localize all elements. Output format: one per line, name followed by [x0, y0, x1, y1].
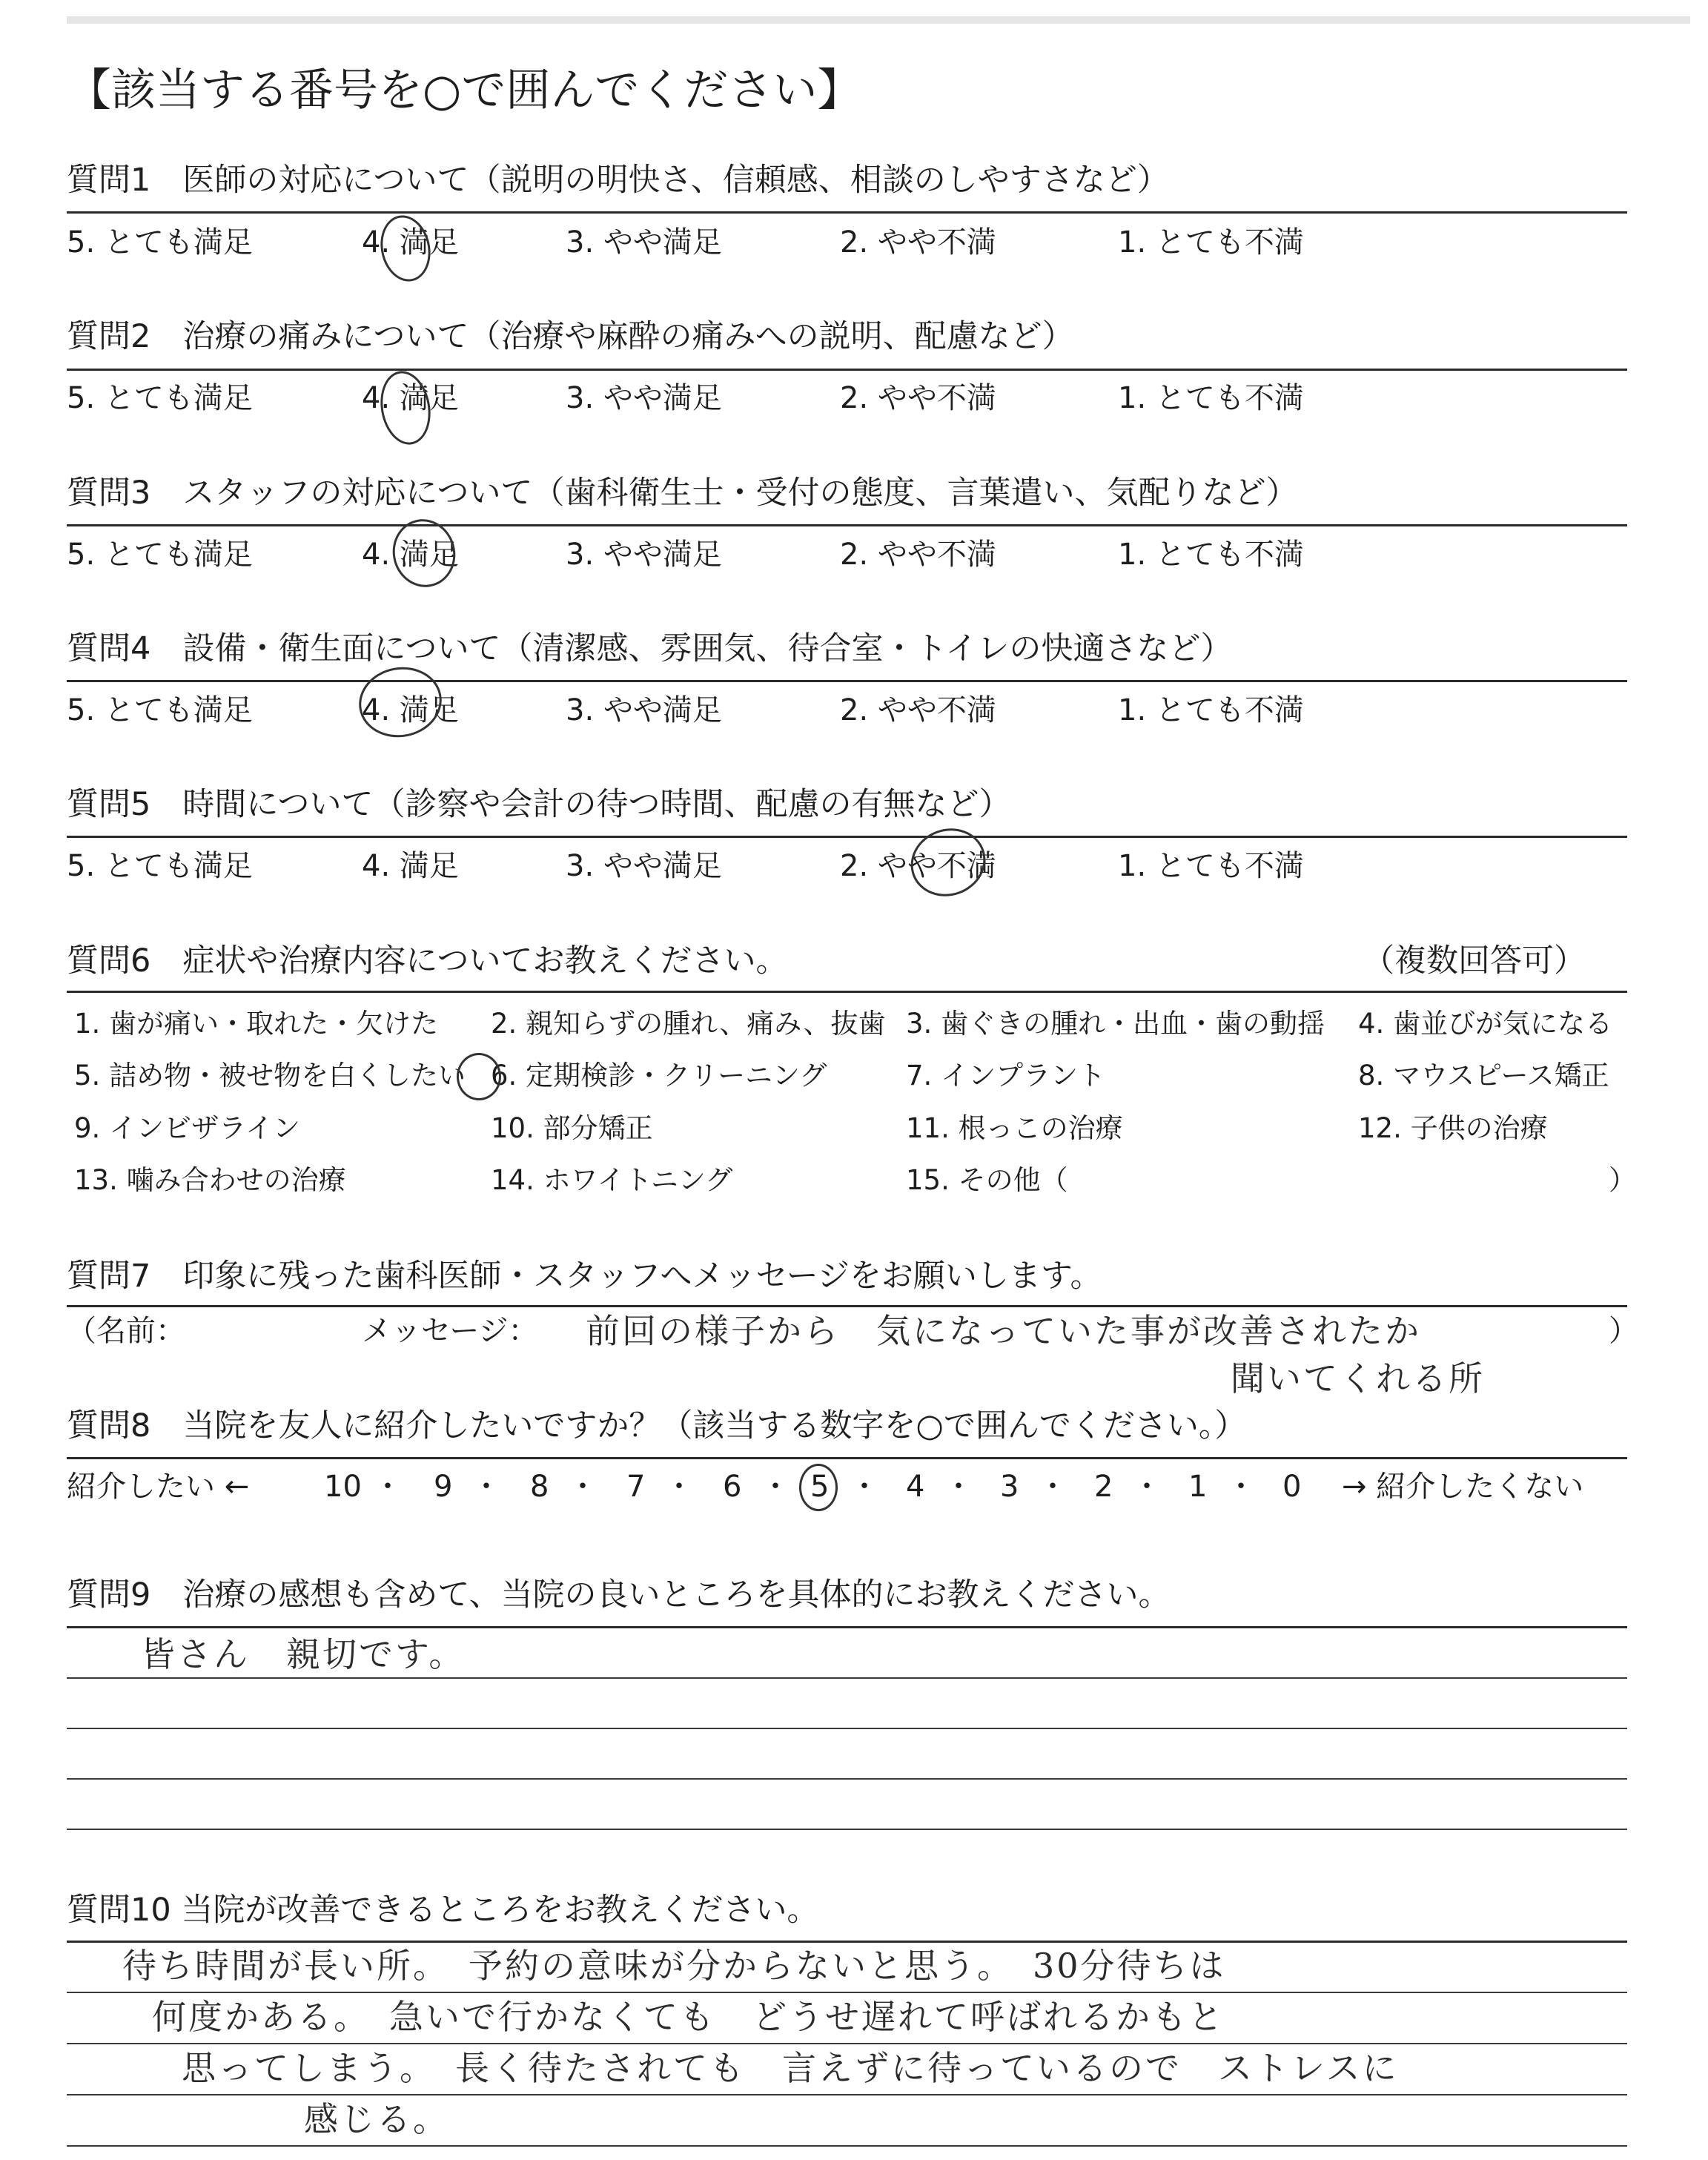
- q8-selection-circle: [799, 1464, 838, 1511]
- q1-label: 質問1 医師の対応について（説明の明快さ、信頼感、相談のしやすさなど）: [67, 162, 1169, 199]
- q6-item-14[interactable]: 14. ホワイトニング: [491, 1164, 733, 1196]
- q6-item-15[interactable]: 15. その他（: [906, 1164, 1068, 1196]
- q6-item-15-close: ）: [1609, 1164, 1636, 1196]
- q6-label: 質問6 症状や治療内容についてお教えください。: [67, 942, 788, 980]
- q6-item-8[interactable]: 8. マウスピース矯正: [1358, 1060, 1609, 1091]
- q10-answer-line-3: [67, 2094, 1627, 2095]
- q8-scale-1[interactable]: 1: [1188, 1470, 1208, 1504]
- q4-option-1[interactable]: 1. とても不満: [1118, 693, 1304, 727]
- q3-option-1[interactable]: 1. とても不満: [1118, 538, 1304, 572]
- q10-answer-handwriting-1: 待ち時間が長い所。 予約の意味が分からないと思う。 30分待ちは: [122, 1946, 1226, 1986]
- q6-rule: [67, 991, 1627, 993]
- q6-note: （複数回答可）: [1363, 942, 1586, 980]
- q8-left-label: 紹介したい ←: [67, 1470, 250, 1504]
- q10-answer-line-4: [67, 2145, 1627, 2147]
- q1-option-1[interactable]: 1. とても不満: [1118, 225, 1304, 260]
- q10-answer-line-2: [67, 2043, 1627, 2044]
- q6-item-13[interactable]: 13. 噛み合わせの治療: [74, 1164, 346, 1196]
- q10-answer-line-1: [67, 1992, 1627, 1993]
- q4-option-3[interactable]: 3. やや満足: [566, 693, 722, 727]
- q7-rule: [67, 1305, 1627, 1307]
- q8-dot: ・: [568, 1470, 598, 1504]
- q8-label: 質問8 当院を友人に紹介したいですか？（該当する数字を○で囲んでください。）: [67, 1407, 1247, 1444]
- q8-scale-8[interactable]: 8: [530, 1470, 549, 1504]
- q6-item-5[interactable]: 5. 詰め物・被せ物を白くしたい: [74, 1060, 466, 1091]
- q8-dot: ・: [1132, 1470, 1162, 1504]
- q10-answer-handwriting-4: 感じる。: [304, 2099, 449, 2139]
- q8-dot: ・: [471, 1470, 501, 1504]
- q8-right-label: → 紹介したくない: [1342, 1470, 1584, 1504]
- q10-label: 質問10 当院が改善できるところをお教えください。: [67, 1892, 819, 1929]
- q5-selection-circle: [901, 818, 996, 906]
- q1-selection-circle: [374, 211, 436, 286]
- q5-option-5[interactable]: 5. とても満足: [67, 849, 253, 883]
- q5-option-1[interactable]: 1. とても不満: [1118, 849, 1304, 883]
- q3-option-2[interactable]: 2. やや不満: [840, 538, 996, 572]
- q6-item-3[interactable]: 3. 歯ぐきの腫れ・出血・歯の動揺: [906, 1008, 1325, 1040]
- q1-option-5[interactable]: 5. とても満足: [67, 225, 253, 260]
- q8-dot: ・: [1226, 1470, 1256, 1504]
- q6-item-11[interactable]: 11. 根っこの治療: [906, 1112, 1123, 1144]
- q2-option-4[interactable]: 4. 満足: [362, 381, 459, 415]
- q2-rule: [67, 369, 1627, 371]
- q6-item-9[interactable]: 9. インビザライン: [74, 1112, 300, 1144]
- q4-rule: [67, 680, 1627, 682]
- q4-label: 質問4 設備・衛生面について（清潔感、雰囲気、待合室・トイレの快適さなど）: [67, 630, 1233, 667]
- q6-item-7[interactable]: 7. インプラント: [906, 1060, 1106, 1091]
- q5-option-3[interactable]: 3. やや満足: [566, 849, 722, 883]
- q8-scale-3[interactable]: 3: [1000, 1470, 1019, 1504]
- q8-rule: [67, 1457, 1627, 1459]
- q2-option-2[interactable]: 2. やや不満: [840, 381, 996, 415]
- q9-answer-line-2: [67, 1728, 1627, 1729]
- q4-selection-circle: [354, 661, 448, 744]
- q3-rule: [67, 524, 1627, 526]
- q8-scale-7[interactable]: 7: [626, 1470, 646, 1504]
- q2-option-3[interactable]: 3. やや満足: [566, 381, 722, 415]
- q8-dot: ・: [761, 1470, 790, 1504]
- q8-dot: ・: [664, 1470, 694, 1504]
- q3-label: 質問3 スタッフの対応について（歯科衛生士・受付の態度、言葉遣い、気配りなど）: [67, 475, 1298, 512]
- q6-selection-circle: [457, 1053, 501, 1100]
- q8-dot: ・: [373, 1470, 403, 1504]
- q7-message-handwriting-1: 前回の様子から 気になっていた事が改善されたか: [586, 1311, 1421, 1351]
- q7-name-label: （名前：: [67, 1314, 185, 1348]
- q9-answer-handwriting: 皆さん 親切です。: [141, 1634, 466, 1674]
- q6-item-1[interactable]: 1. 歯が痛い・取れた・欠けた: [74, 1008, 439, 1040]
- q8-dot: ・: [944, 1470, 973, 1504]
- q2-option-5[interactable]: 5. とても満足: [67, 381, 253, 415]
- q9-answer-line-1: [67, 1677, 1627, 1679]
- q1-option-2[interactable]: 2. やや不満: [840, 225, 996, 260]
- q7-label: 質問7 印象に残った歯科医師・スタッフへメッセージをお願いします。: [67, 1258, 1102, 1295]
- q7-message-label: メッセージ：: [362, 1314, 538, 1348]
- q9-answer-line-4: [67, 1829, 1627, 1830]
- q8-dot: ・: [850, 1470, 879, 1504]
- q8-scale-4[interactable]: 4: [906, 1470, 925, 1504]
- q3-option-5[interactable]: 5. とても満足: [67, 538, 253, 572]
- q6-item-12[interactable]: 12. 子供の治療: [1358, 1112, 1548, 1144]
- q2-option-1[interactable]: 1. とても不満: [1118, 381, 1304, 415]
- q1-option-3[interactable]: 3. やや満足: [566, 225, 722, 260]
- q5-option-2[interactable]: 2. やや不満: [840, 849, 996, 883]
- q7-message-handwriting-2: 聞いてくれる所: [1231, 1358, 1485, 1398]
- q8-scale-2[interactable]: 2: [1094, 1470, 1113, 1504]
- q9-rule: [67, 1626, 1627, 1628]
- q6-item-6[interactable]: 6. 定期検診・クリーニング: [491, 1060, 827, 1091]
- q5-option-4[interactable]: 4. 満足: [362, 849, 459, 883]
- q8-scale-0[interactable]: 0: [1282, 1470, 1302, 1504]
- q3-option-4[interactable]: 4. 満足: [362, 538, 459, 572]
- q2-label: 質問2 治療の痛みについて（治療や麻酔の痛みへの説明、配慮など）: [67, 318, 1074, 355]
- q2-selection-circle: [375, 367, 436, 449]
- q5-rule: [67, 836, 1627, 838]
- scan-edge: [67, 16, 1690, 24]
- q6-item-2[interactable]: 2. 親知らずの腫れ、痛み、抜歯: [491, 1008, 886, 1040]
- q6-item-4[interactable]: 4. 歯並びが気になる: [1358, 1008, 1613, 1040]
- q5-label: 質問5 時間について（診察や会計の待つ時間、配慮の有無など）: [67, 786, 1011, 823]
- q6-item-10[interactable]: 10. 部分矯正: [491, 1112, 653, 1144]
- q4-option-2[interactable]: 2. やや不満: [840, 693, 996, 727]
- q8-scale-5[interactable]: 5: [810, 1470, 830, 1504]
- page-header: 【該当する番号を○で囲んでください】: [67, 65, 862, 116]
- q10-answer-handwriting-2: 何度かある。 急いで行かなくても どうせ遅れて呼ばれるかもと: [152, 1997, 1225, 2037]
- q7-close: ）: [1609, 1314, 1638, 1348]
- q10-answer-handwriting-3: 思ってしまう。 長く待たされても 言えずに待っているので ストレスに: [182, 2048, 1399, 2088]
- q1-rule: [67, 211, 1627, 214]
- q9-label: 質問9 治療の感想も含めて、当院の良いところを具体的にお教えください。: [67, 1576, 1171, 1614]
- q8-scale-10[interactable]: 10: [324, 1470, 362, 1504]
- q8-scale-6[interactable]: 6: [723, 1470, 742, 1504]
- q9-answer-line-3: [67, 1778, 1627, 1780]
- q4-option-4[interactable]: 4. 満足: [362, 693, 459, 727]
- q4-option-5[interactable]: 5. とても満足: [67, 693, 253, 727]
- q8-dot: ・: [1038, 1470, 1068, 1504]
- q10-rule: [67, 1941, 1627, 1943]
- q1-option-4[interactable]: 4. 満足: [362, 225, 459, 260]
- q3-option-3[interactable]: 3. やや満足: [566, 538, 722, 572]
- q8-scale-9[interactable]: 9: [434, 1470, 453, 1504]
